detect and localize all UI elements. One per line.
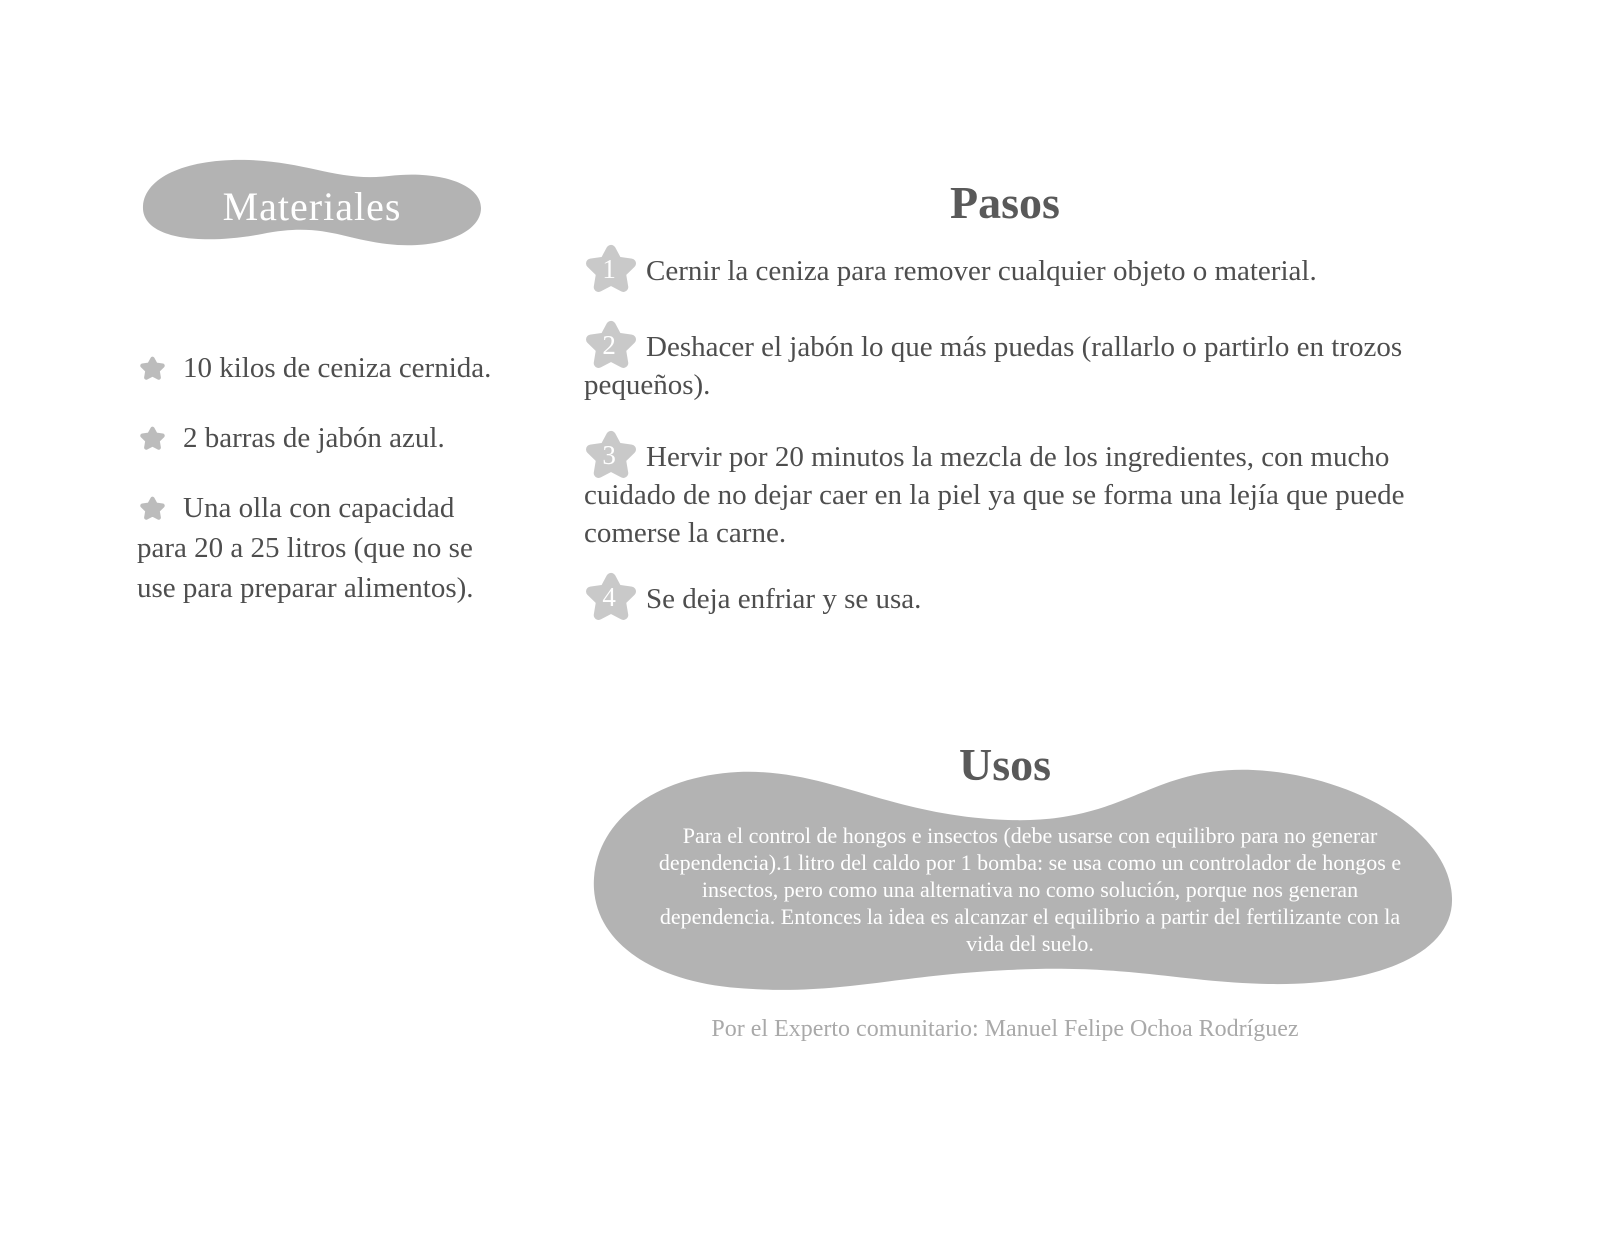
step-item xyxy=(584,580,1464,618)
step-number: 4 xyxy=(602,582,616,612)
step-number-star-icon xyxy=(584,242,638,296)
step-text: Cernir la ceniza para remover cualquier objeto o material. xyxy=(646,255,1317,287)
materials-list xyxy=(137,348,492,638)
attribution: Por el Experto comunitario: Manuel Felipe Ochoa Rodríguez xyxy=(711,1016,1299,1042)
step-text: Deshacer el jabón lo que más puedas (rallarlo o partirlo en trozos pequeños). xyxy=(584,331,1403,401)
step-item xyxy=(584,328,1464,404)
uses-title: Usos xyxy=(958,739,1052,790)
materials-title: Materiales xyxy=(222,183,402,229)
material-item-text: Una olla con capacidad para 20 a 25 litros (que no se use para preparar alimentos). xyxy=(137,492,474,604)
material-item xyxy=(137,418,492,458)
step-number: 3 xyxy=(602,440,616,470)
step-item xyxy=(584,252,1464,290)
step-number-star-icon xyxy=(584,570,638,624)
material-item-text: 2 barras de jabón azul. xyxy=(183,422,445,454)
materials-title-blob xyxy=(137,150,487,262)
step-number: 2 xyxy=(602,330,616,360)
uses-text: Para el control de hongos e insectos (debe usarse con equilibro para no generar dependencia).1 litro del caldo por 1 bomba: se usa como un controlador de hongos e insectos, pero como una alternativa no como solución, porque nos generan dependencia. Entonces la idea es alcanzar el equilibrio a partir del fertilizante con la vida del suelo. xyxy=(658,823,1402,956)
step-item xyxy=(584,438,1464,552)
step-text: Hervir por 20 minutos la mezcla de los ingredientes, con mucho cuidado de no dejar caer en la piel ya que se forma una lejía que puede comerse la carne. xyxy=(584,441,1405,549)
material-item-text: 10 kilos de ceniza cernida. xyxy=(183,352,492,384)
star-bullet-icon xyxy=(139,495,166,522)
star-bullet-icon xyxy=(139,355,166,382)
steps-title: Pasos xyxy=(950,177,1060,228)
material-item xyxy=(137,488,492,608)
star-bullet-icon xyxy=(139,425,166,452)
step-number: 1 xyxy=(602,254,616,284)
step-text: Se deja enfriar y se usa. xyxy=(646,583,922,615)
material-item xyxy=(137,348,492,388)
step-number-star-icon xyxy=(584,428,638,482)
step-number-star-icon xyxy=(584,318,638,372)
